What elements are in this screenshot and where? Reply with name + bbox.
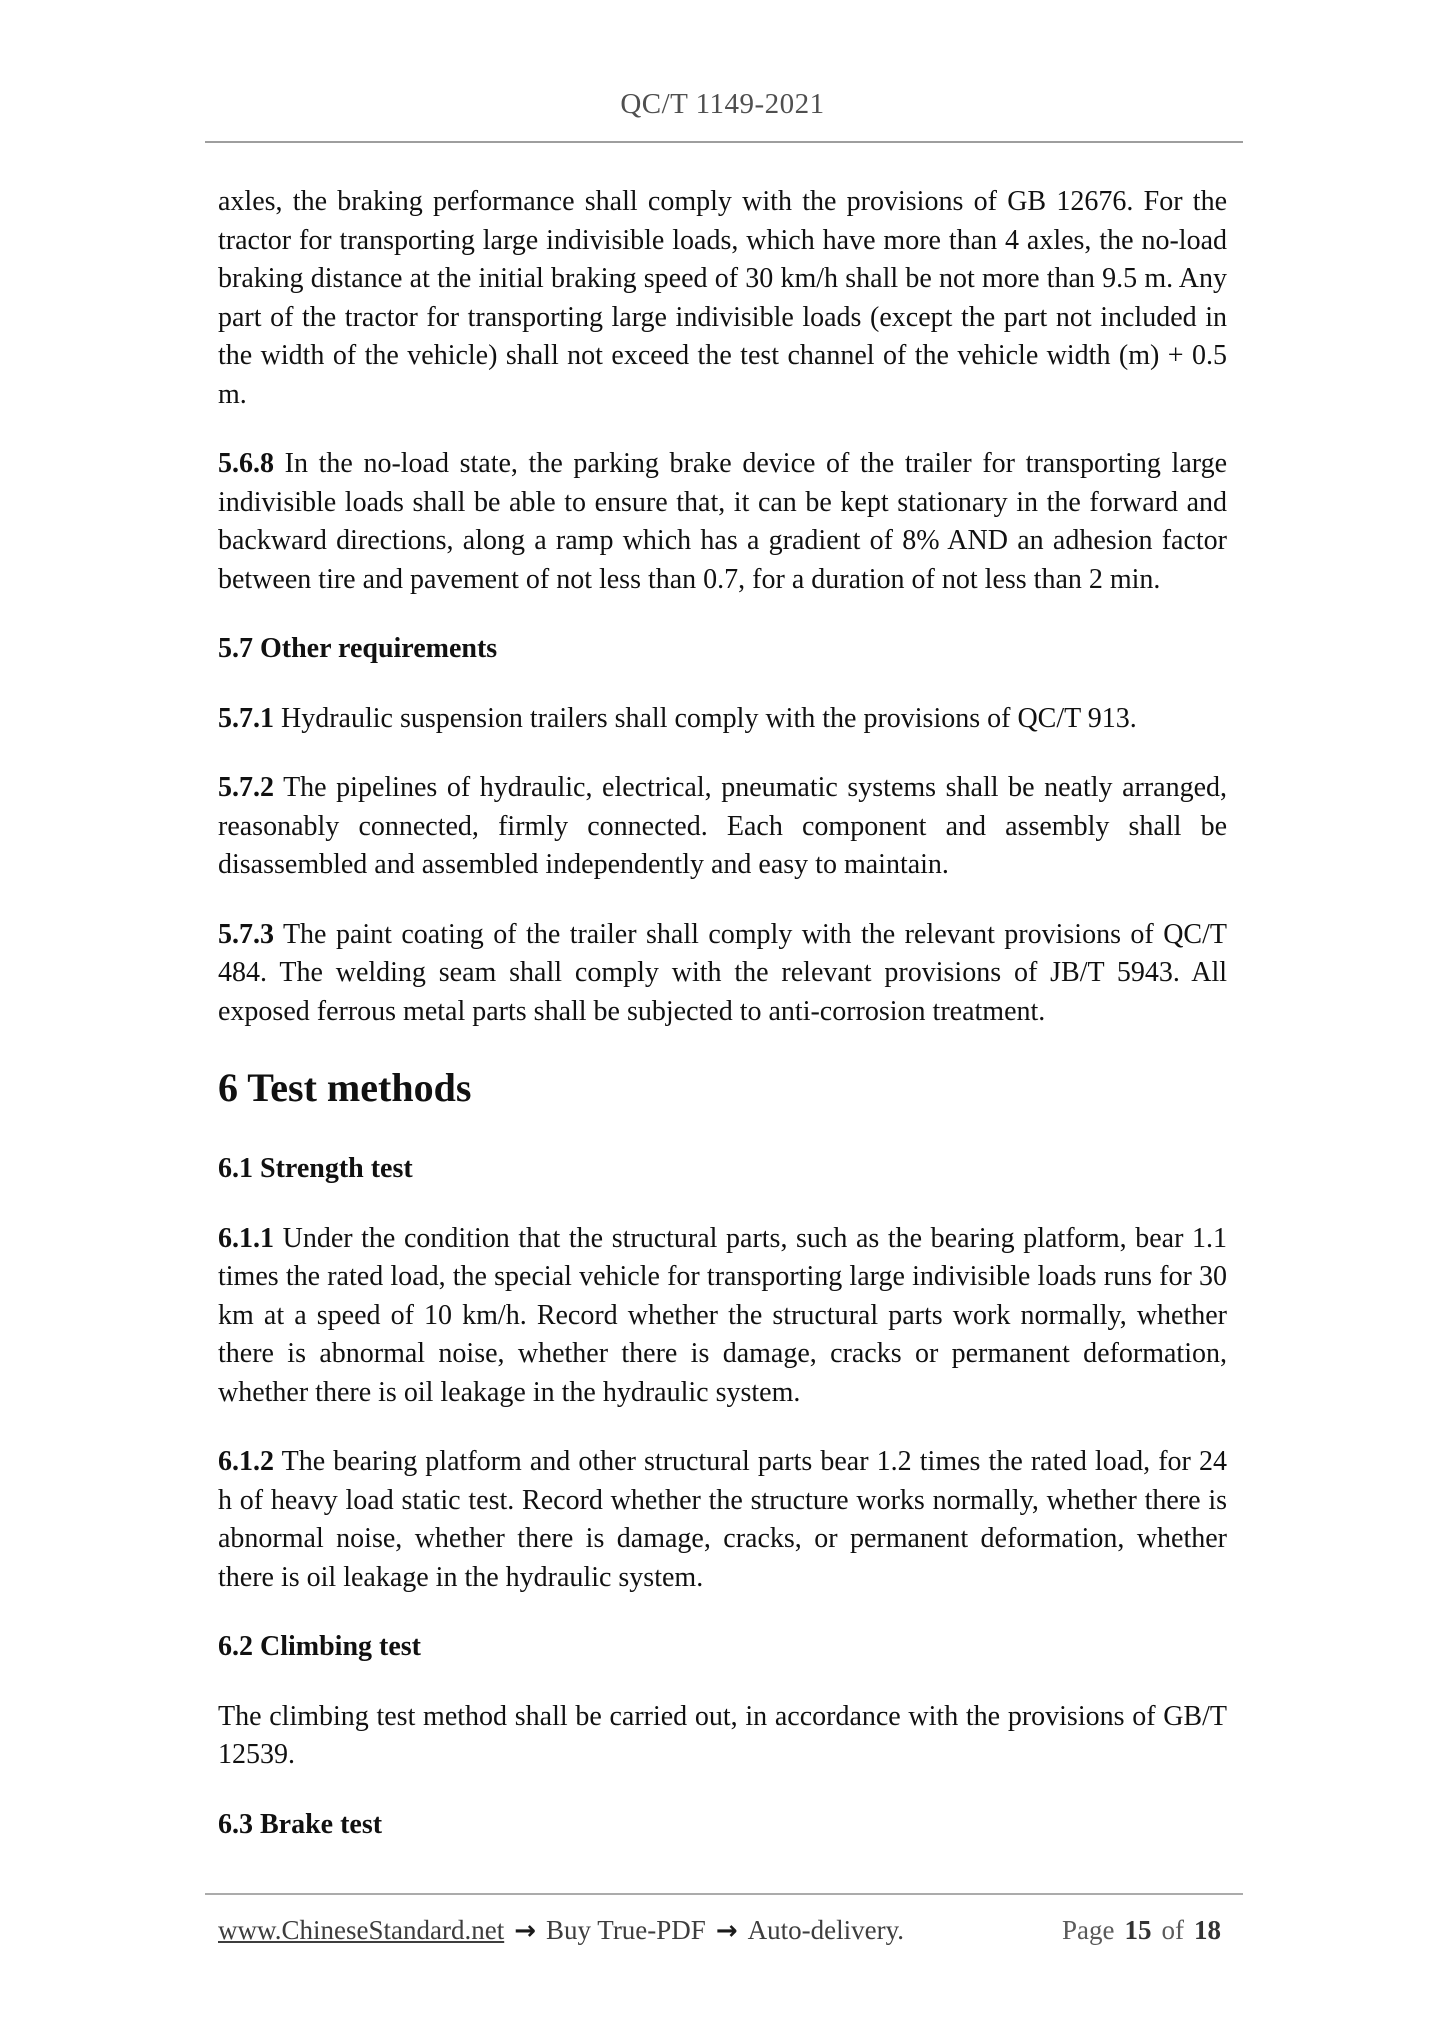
footer-buy-text: Buy True-PDF xyxy=(546,1915,706,1945)
page-current: 15 xyxy=(1124,1915,1152,1945)
page-header xyxy=(0,88,1445,121)
clause-number: 6.1.1 xyxy=(218,1222,274,1254)
heading-6-3-brake-test: 6.3 Brake test xyxy=(218,1808,383,1840)
document-body xyxy=(218,162,1227,1875)
heading-5-7-other-requirements: 5.7 Other requirements xyxy=(218,633,498,664)
paragraph-continuation: axles, the braking performance shall comply with the provisions of GB 12676. For the tractor for transporting large indivisible loads, which have more than 4 axles, the no-load braking distance at the initial braking speed of 30 km/h shall be not more than 9.5 m. Any part of the tractor for transporting large indivisible loads (except the part not included in the width of the vehicle) shall not exceed the test channel of the vehicle width (m) + 0.5 m. xyxy=(218,186,1227,410)
page-label: Page xyxy=(1062,1915,1115,1945)
clause-text: The paint coating of the trailer shall comply with the relevant provisions of QC/T 484. The welding seam shall comply with the relevant provisions of JB/T 5943. All exposed ferrous metal parts shall be subjected to anti-corrosion treatment. xyxy=(218,918,1227,1027)
clause-5-7-3 xyxy=(218,916,1227,1032)
clause-text: The bearing platform and other structural parts bear 1.2 times the rated load, for 24 h of heavy load static test. Record whether the structure works normally, whether there is abnormal noise, whether there is damage, cracks, or permanent deformation, whether there is oil leakage in the hydraulic system. xyxy=(218,1446,1227,1593)
footer-promo xyxy=(218,1915,904,1946)
clause-text: Hydraulic suspension trailers shall comply with the provisions of QC/T 913. xyxy=(281,702,1137,734)
clause-5-6-8 xyxy=(218,445,1227,599)
website-link[interactable]: www.ChineseStandard.net xyxy=(218,1915,505,1945)
page-total: 18 xyxy=(1194,1915,1221,1945)
header-divider xyxy=(205,141,1243,143)
footer-delivery-text: Auto-delivery. xyxy=(747,1915,905,1945)
clause-number: 5.7.1 xyxy=(218,702,274,734)
clause-text: In the no-load state, the parking brake device of the trailer for transporting large indivisible loads shall be able to ensure that, it can be kept stationary in the forward and backward directions, along a ramp which has a gradient of 8% AND an adhesion factor between tire and pavement of not less than 0.7, for a duration of not less than 2 min. xyxy=(218,448,1228,595)
clause-number: 5.7.2 xyxy=(218,772,274,803)
clause-text: The pipelines of hydraulic, electrical, pneumatic systems shall be neatly arranged, reasonably connected, firmly connected. Each component and assembly shall be disassembled and assembled independently and easy to maintain. xyxy=(218,772,1228,880)
arrow-icon: → xyxy=(715,1916,738,1946)
clause-number: 5.7.3 xyxy=(218,918,274,950)
of-label: of xyxy=(1161,1915,1184,1945)
clause-number: 6.1.2 xyxy=(218,1446,274,1477)
heading-6-test-methods: 6 Test methods xyxy=(218,1065,472,1110)
clause-5-7-2 xyxy=(218,769,1227,885)
page-indicator xyxy=(1058,1915,1227,1946)
clause-text: Under the condition that the structural parts, such as the bearing platform, bear 1.1 times the rated load, the special vehicle for transporting large indivisible loads runs for 30 km at a speed of 10 km/h. Record whether the structural parts work normally, whether there is abnormal noise, whether there is damage, cracks or permanent deformation, whether there is oil leakage in the hydraulic system. xyxy=(218,1222,1227,1408)
arrow-icon: → xyxy=(514,1916,536,1946)
footer-divider xyxy=(205,1893,1243,1895)
paragraph-climbing-test: The climbing test method shall be carried out, in accordance with the provisions of GB/T 12539. xyxy=(218,1700,1227,1770)
heading-6-1-strength-test: 6.1 Strength test xyxy=(218,1153,413,1184)
heading-6-2-climbing-test: 6.2 Climbing test xyxy=(218,1631,421,1662)
clause-6-1-2 xyxy=(218,1443,1227,1597)
clause-6-1-1 xyxy=(218,1220,1227,1413)
clause-5-7-1 xyxy=(218,700,1227,739)
clause-number: 5.6.8 xyxy=(218,448,274,479)
doc-number: QC/T 1149-2021 xyxy=(620,88,825,120)
